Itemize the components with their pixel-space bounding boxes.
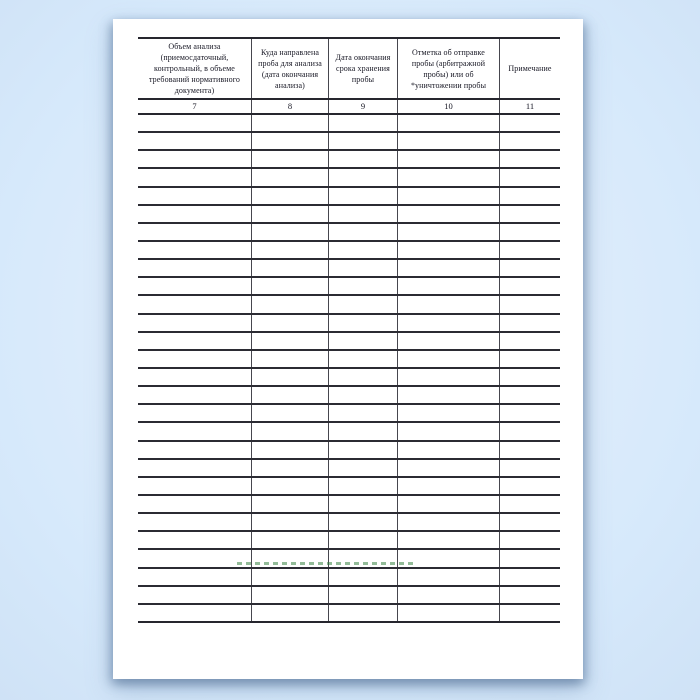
table-cell-empty bbox=[397, 460, 499, 476]
table-cell-empty bbox=[328, 423, 397, 439]
table-cell-empty bbox=[328, 460, 397, 476]
table-cell-empty bbox=[499, 133, 560, 149]
table-cell-empty bbox=[397, 242, 499, 258]
column-number-10: 10 bbox=[397, 100, 499, 113]
column-header-storage-end-date: Дата окончания срока хранения пробы bbox=[328, 39, 397, 98]
table-cell-empty bbox=[499, 151, 560, 167]
table-cell-empty bbox=[397, 278, 499, 294]
table-cell-empty bbox=[328, 532, 397, 548]
table-cell-empty bbox=[138, 188, 251, 204]
table-cell-empty bbox=[251, 442, 328, 458]
table-cell-empty bbox=[397, 532, 499, 548]
table-cell-empty bbox=[251, 278, 328, 294]
table-cell-empty bbox=[251, 224, 328, 240]
table-row bbox=[138, 151, 560, 169]
table-cell-empty bbox=[499, 605, 560, 621]
table-cell-empty bbox=[138, 224, 251, 240]
column-numbers-row bbox=[138, 100, 560, 115]
table-cell-empty bbox=[397, 514, 499, 530]
table-cell-empty bbox=[251, 333, 328, 349]
table-cell-empty bbox=[397, 369, 499, 385]
table-cell-empty bbox=[499, 169, 560, 185]
table-row bbox=[138, 587, 560, 605]
table-cell-empty bbox=[251, 206, 328, 222]
table-cell-empty bbox=[251, 532, 328, 548]
table-row bbox=[138, 550, 560, 568]
table-cell-empty bbox=[328, 133, 397, 149]
table-cell-empty bbox=[499, 115, 560, 131]
table-cell-empty bbox=[328, 405, 397, 421]
column-number-7: 7 bbox=[192, 101, 197, 111]
table-cell-empty bbox=[251, 260, 328, 276]
table-cell-empty bbox=[251, 587, 328, 603]
table-cell-empty bbox=[499, 532, 560, 548]
table-cell-empty bbox=[138, 296, 251, 312]
table-cell-empty bbox=[138, 405, 251, 421]
column-header-note: Примечание bbox=[499, 39, 560, 98]
table-cell-empty bbox=[138, 206, 251, 222]
table-cell-empty bbox=[138, 260, 251, 276]
table-cell-empty bbox=[499, 442, 560, 458]
table-row bbox=[138, 242, 560, 260]
table-cell-empty bbox=[328, 442, 397, 458]
table-cell-empty bbox=[138, 423, 251, 439]
table-header-row bbox=[138, 39, 560, 100]
table-cell-empty bbox=[499, 569, 560, 585]
table-cell-empty bbox=[251, 569, 328, 585]
table-cell-empty bbox=[138, 587, 251, 603]
table-row bbox=[138, 496, 560, 514]
document-sheet bbox=[113, 19, 583, 679]
table-cell-empty bbox=[251, 405, 328, 421]
table-cell-empty bbox=[499, 224, 560, 240]
table-cell-empty bbox=[499, 333, 560, 349]
table-cell-empty bbox=[138, 550, 251, 566]
table-cell-empty bbox=[251, 387, 328, 403]
table-cell-empty bbox=[251, 315, 328, 331]
table-cell-empty bbox=[251, 514, 328, 530]
table-cell-empty bbox=[138, 387, 251, 403]
table-row bbox=[138, 478, 560, 496]
table-cell-empty bbox=[397, 587, 499, 603]
table-row bbox=[138, 224, 560, 242]
table-row bbox=[138, 369, 560, 387]
table-row bbox=[138, 115, 560, 133]
table-row bbox=[138, 188, 560, 206]
table-cell-empty bbox=[499, 351, 560, 367]
table-cell-empty bbox=[328, 188, 397, 204]
table-cell-empty bbox=[328, 587, 397, 603]
table-cell-empty bbox=[499, 278, 560, 294]
column-header-analysis-volume: Объем анализа (приемосдаточный, контрольный, в объеме требований нормативного документа) bbox=[148, 42, 240, 95]
table-row bbox=[138, 315, 560, 333]
table-cell-empty bbox=[397, 169, 499, 185]
table-cell-empty bbox=[499, 514, 560, 530]
table-cell-empty bbox=[251, 605, 328, 621]
table-cell-empty bbox=[397, 351, 499, 367]
table-row bbox=[138, 333, 560, 351]
table-cell-empty bbox=[328, 478, 397, 494]
table-cell-empty bbox=[499, 260, 560, 276]
table-row bbox=[138, 532, 560, 550]
sample-journal-table bbox=[138, 37, 560, 623]
table-row bbox=[138, 514, 560, 532]
table-cell-empty bbox=[328, 115, 397, 131]
table-cell-empty bbox=[499, 550, 560, 566]
table-cell-empty bbox=[138, 315, 251, 331]
table-cell-empty bbox=[397, 296, 499, 312]
table-cell-empty bbox=[397, 569, 499, 585]
table-cell-empty bbox=[138, 532, 251, 548]
watermark-green-dashes bbox=[237, 562, 415, 565]
table-cell-empty bbox=[328, 387, 397, 403]
table-cell-empty bbox=[328, 496, 397, 512]
table-row bbox=[138, 569, 560, 587]
table-row bbox=[138, 351, 560, 369]
table-cell-empty bbox=[499, 296, 560, 312]
table-cell-empty bbox=[397, 188, 499, 204]
table-row bbox=[138, 605, 560, 621]
table-cell-empty bbox=[499, 206, 560, 222]
table-cell-empty bbox=[328, 315, 397, 331]
table-cell-empty bbox=[328, 514, 397, 530]
table-cell-empty bbox=[251, 351, 328, 367]
table-cell-empty bbox=[251, 296, 328, 312]
table-cell-empty bbox=[138, 478, 251, 494]
table-cell-empty bbox=[499, 478, 560, 494]
table-cell-empty bbox=[251, 460, 328, 476]
table-cell-empty bbox=[138, 496, 251, 512]
table-cell-empty bbox=[328, 569, 397, 585]
table-cell-empty bbox=[397, 405, 499, 421]
table-cell-empty bbox=[138, 514, 251, 530]
table-cell-empty bbox=[138, 369, 251, 385]
table-cell-empty bbox=[328, 242, 397, 258]
table-cell-empty bbox=[397, 315, 499, 331]
table-cell-empty bbox=[499, 387, 560, 403]
table-cell-empty bbox=[328, 605, 397, 621]
table-cell-empty bbox=[138, 278, 251, 294]
table-cell-empty bbox=[328, 169, 397, 185]
table-cell-empty bbox=[251, 133, 328, 149]
table-cell-empty bbox=[328, 151, 397, 167]
table-row bbox=[138, 278, 560, 296]
table-cell-empty bbox=[397, 423, 499, 439]
table-cell-empty bbox=[397, 442, 499, 458]
table-cell-empty bbox=[499, 460, 560, 476]
table-cell-empty bbox=[138, 333, 251, 349]
table-cell-empty bbox=[251, 169, 328, 185]
table-cell-empty bbox=[397, 387, 499, 403]
table-row bbox=[138, 260, 560, 278]
table-cell-empty bbox=[328, 369, 397, 385]
table-cell-empty bbox=[499, 188, 560, 204]
column-header-sample-destination: Куда направлена проба для анализа (дата окончания анализа) bbox=[251, 39, 328, 98]
table-row bbox=[138, 442, 560, 460]
table-cell-empty bbox=[499, 496, 560, 512]
table-cell-empty bbox=[138, 151, 251, 167]
table-cell-empty bbox=[397, 133, 499, 149]
table-cell-empty bbox=[251, 188, 328, 204]
column-number-11: 11 bbox=[499, 100, 560, 113]
table-row bbox=[138, 169, 560, 187]
table-body bbox=[138, 115, 560, 623]
table-cell-empty bbox=[251, 423, 328, 439]
table-cell-empty bbox=[499, 242, 560, 258]
table-cell-empty bbox=[251, 151, 328, 167]
table-cell-empty bbox=[499, 369, 560, 385]
table-cell-empty bbox=[138, 115, 251, 131]
table-row bbox=[138, 133, 560, 151]
table-cell-empty bbox=[397, 605, 499, 621]
table-cell-empty bbox=[138, 169, 251, 185]
table-cell-empty bbox=[397, 496, 499, 512]
column-number-9: 9 bbox=[328, 100, 397, 113]
table-cell-empty bbox=[328, 260, 397, 276]
table-cell-empty bbox=[328, 296, 397, 312]
table-cell-empty bbox=[397, 151, 499, 167]
table-cell-empty bbox=[251, 242, 328, 258]
table-row bbox=[138, 460, 560, 478]
table-cell-empty bbox=[251, 115, 328, 131]
table-cell-empty bbox=[138, 242, 251, 258]
table-cell-empty bbox=[397, 206, 499, 222]
column-number-8: 8 bbox=[251, 100, 328, 113]
table-row bbox=[138, 387, 560, 405]
table-cell-empty bbox=[138, 569, 251, 585]
table-row bbox=[138, 296, 560, 314]
table-cell-empty bbox=[328, 206, 397, 222]
table-cell-empty bbox=[499, 405, 560, 421]
table-cell-empty bbox=[328, 333, 397, 349]
table-cell-empty bbox=[397, 115, 499, 131]
table-cell-empty bbox=[397, 478, 499, 494]
table-cell-empty bbox=[251, 496, 328, 512]
column-header-dispatch-mark: Отметка об отправке пробы (арбитражной пробы) или об *уничтожении пробы bbox=[397, 39, 499, 98]
table-cell-empty bbox=[328, 351, 397, 367]
table-cell-empty bbox=[397, 224, 499, 240]
table-row bbox=[138, 206, 560, 224]
table-cell-empty bbox=[499, 315, 560, 331]
table-cell-empty bbox=[397, 260, 499, 276]
table-cell-empty bbox=[499, 587, 560, 603]
table-cell-empty bbox=[397, 333, 499, 349]
table-cell-empty bbox=[138, 133, 251, 149]
table-row bbox=[138, 405, 560, 423]
table-cell-empty bbox=[138, 351, 251, 367]
table-cell-empty bbox=[251, 478, 328, 494]
table-cell-empty bbox=[138, 460, 251, 476]
table-cell-empty bbox=[499, 423, 560, 439]
table-cell-empty bbox=[138, 605, 251, 621]
table-cell-empty bbox=[328, 224, 397, 240]
table-row bbox=[138, 423, 560, 441]
table-cell-empty bbox=[328, 278, 397, 294]
table-cell-empty bbox=[251, 369, 328, 385]
table-cell-empty bbox=[138, 442, 251, 458]
